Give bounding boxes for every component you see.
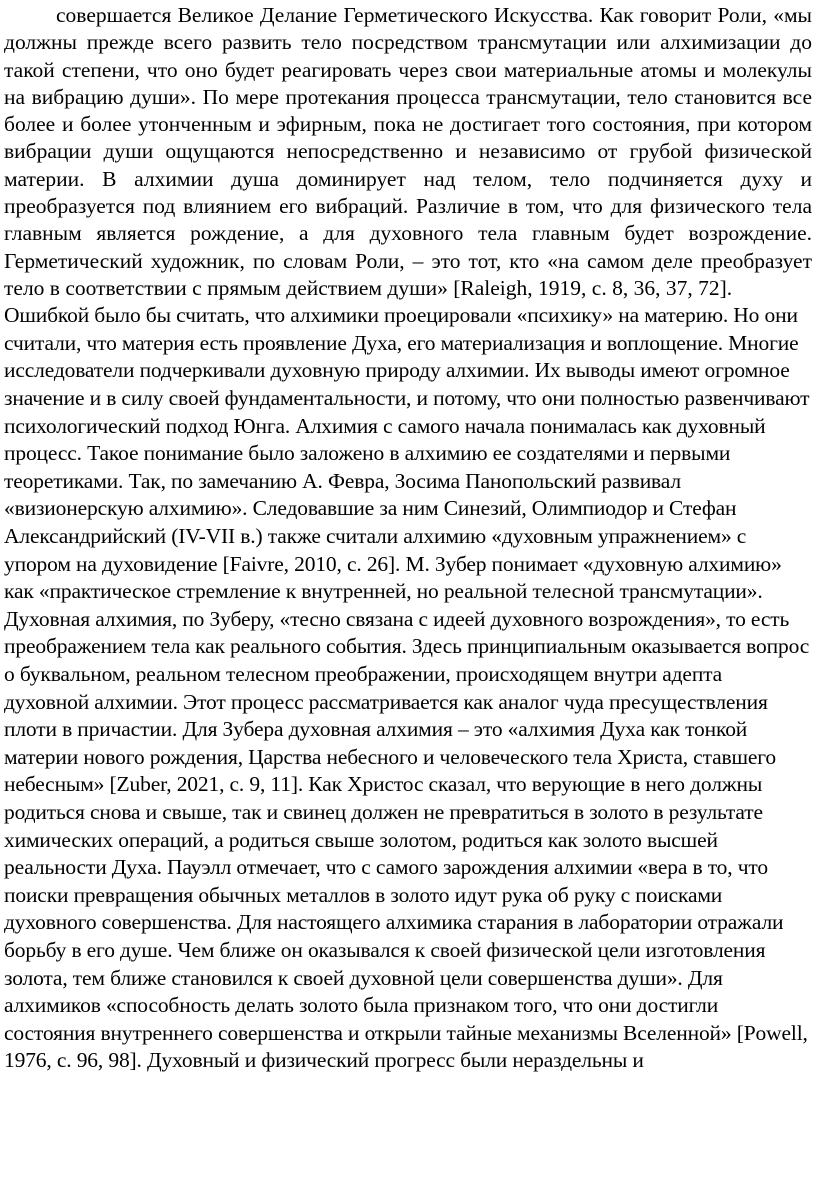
paragraph-1: совершается Великое Делание Герметического Искусства. Как говорит Роли, «мы должны прежде всего развить тело посредством трансмутации или алхимизации до такой степени, что оно будет реагировать через свои материальные атомы и молекулы на вибрацию души». По мере протекания процесса трансмутации, тело становится все более и более утонченным и эфирным, пока не достигает того состояния, при котором вибрации души ощущаются непосредственно и независимо от грубой физической материи. В алхимии душа доминирует над телом, тело подчиняется духу и преобразуется под влиянием его вибраций. Различие в том, что для физического тела главным является рождение, а для духовного тела главным будет возрождение. Герметический художник, по словам Роли, – это тот, кто «на самом деле преобразует тело в соответствии с прямым действием души» [Raleigh, 1919, с. 8, 36, 37, 72]. — [4, 3, 812, 300]
document-page — [4, 0, 812, 1201]
paragraph-2: Ошибкой было бы считать, что алхимики проецировали «психику» на материю. Но они считали, что материя есть проявление Духа, его материализация и воплощение. Многие исследователи подчеркивали духовную природу алхимии. Их выводы имеют огромное значение и в силу своей фундаментальности, и потому, что они полностью развенчивают психологический подход Юнга. Алхимия с самого начала понималась как духовный процесс. Такое понимание было заложено в алхимию ее создателями и первыми теоретиками. Так, по замечанию А. Февра, Зосима Панопольский развивал «визионерскую алхимию». Следовавшие за ним Синезий, Олимпиодор и Стефан Александрийский (IV-VII в.) также считали алхимию «духовным упражнением» с упором на духовидение [Faivre, 2010, с. 26]. М. Зубер понимает «духовную алхимию» как «практическое стремление к внутренней, но реальной телесной трансмутации». Духовная алхимия, по Зуберу, «тесно связана с идеей духовного возрождения», то есть преображением тела как реального события. Здесь принципиальным оказывается вопрос о буквальном, реальном телесном преображении, происходящем внутри адепта духовной алхимии. Этот процесс рассматривается как аналог чуда пресуществления плоти в причастии. Для Зубера духовная алхимия – это «алхимия Духа как тонкой материи нового рождения, Царства небесного и человеческого тела Христа, ставшего небесным» [Zuber, 2021, с. 9, 11]. Как Христос сказал, что верующие в него должны родиться снова и свыше, так и свинец должен не превратиться в золото в результате химических операций, а родиться свыше золотом, родиться как золото высшей реальности Духа. Пауэлл отмечает, что с самого зарождения алхимии «вера в то, что поиски превращения обычных металлов в золото идут рука об руку с поисками духовного совершенства. Для настоящего алхимика старания в лаборатории отражали борьбу в его душе. Чем ближе он оказывался к своей физической цели изготовления золота, тем ближе становился к своей духовной цели совершенства души». Для алхимиков «способность делать золото была признаком того, что они достигли состояния внутреннего совершенства и открыли тайные механизмы Вселенной» [Powell, 1976, с. 96, 98]. Духовный и физический прогресс были нераздельны и — [4, 303, 810, 1073]
